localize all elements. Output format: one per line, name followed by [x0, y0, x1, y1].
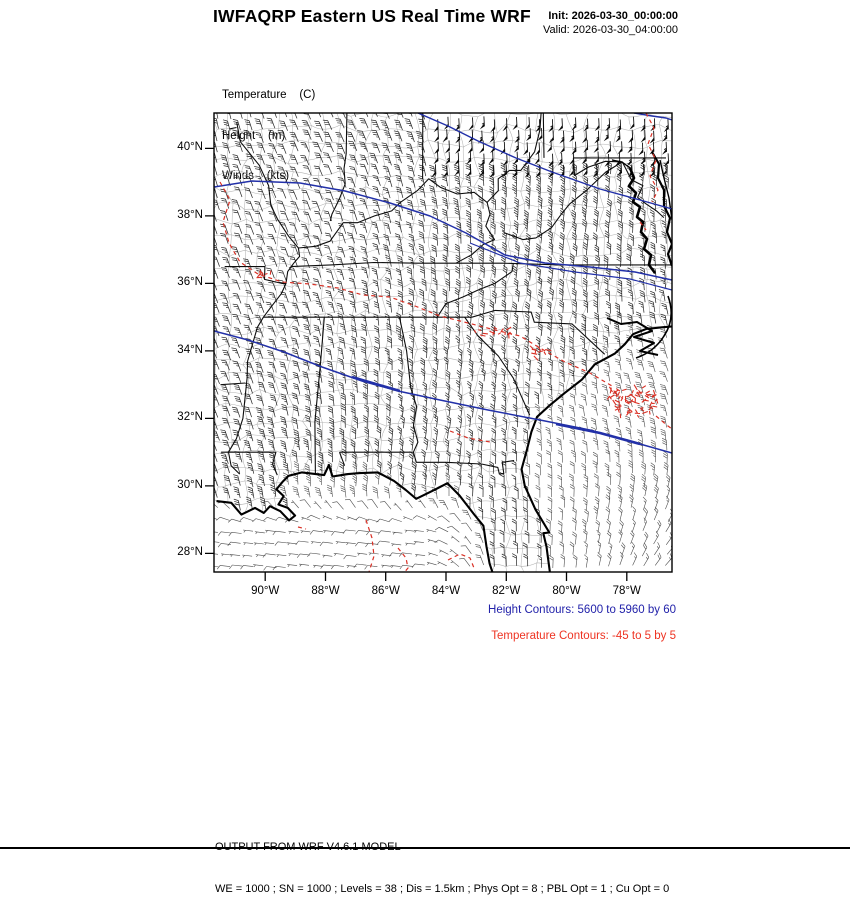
page-title: IWFAQRP Eastern US Real Time WRF — [213, 6, 531, 26]
lon-tick-label: 80°W — [552, 585, 581, 597]
lat-tick-label: 32°N — [177, 411, 203, 424]
footer-namelist: WE = 1000 ; SN = 1000 ; Levels = 38 ; Dis = 1.5km ; Phys Opt = 8 ; PBL Opt = 1 ; Cu Opt = 0 — [215, 883, 670, 895]
lon-tick-label: 78°W — [612, 585, 641, 597]
temperature-contour-caption: Temperature Contours: -45 to 5 by 5 — [491, 630, 676, 642]
lon-tick-label: 90°W — [251, 585, 280, 597]
lat-tick-label: 28°N — [177, 546, 203, 559]
height-contour-caption: Height Contours: 5600 to 5960 by 60 — [488, 604, 676, 616]
legend-height: Height (m) — [222, 129, 286, 142]
lon-tick-label: 84°W — [431, 585, 461, 597]
lat-tick-label: 34°N — [177, 343, 203, 356]
init-time: Init: 2026-03-30_00:00:00 — [548, 10, 678, 22]
bottom-rule — [0, 847, 850, 849]
legend-temperature: Temperature (C) — [222, 89, 316, 101]
lon-tick-label: 88°W — [311, 585, 340, 597]
lat-tick-label: 30°N — [177, 478, 203, 491]
lat-tick-label: 38°N — [177, 208, 203, 221]
legend-winds: Winds (kts) — [222, 170, 290, 182]
lat-tick-label: 40°N — [177, 141, 203, 154]
valid-time: Valid: 2026-03-30_04:00:00 — [543, 24, 678, 36]
lat-tick-label: 36°N — [177, 276, 203, 289]
lon-tick-label: 86°W — [371, 585, 400, 597]
lon-tick-label: 82°W — [492, 585, 521, 597]
model-footer — [215, 812, 669, 910]
